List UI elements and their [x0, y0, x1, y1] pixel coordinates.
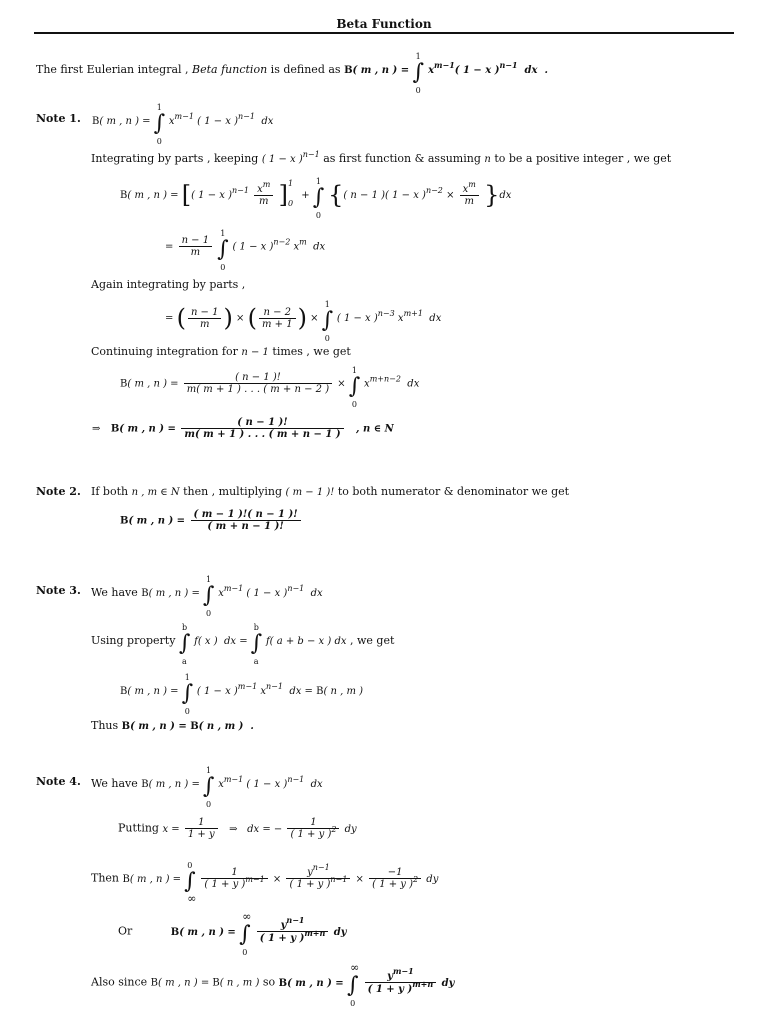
continue-text-a: Continuing integration for	[91, 345, 238, 358]
ibp-line: Integrating by parts , keeping ( 1 − x )$^{n-1}$ as first function & assuming n to be a positive integer , we get	[91, 150, 672, 165]
page-title: Beta Function	[336, 17, 432, 31]
again-text: Again integrating by parts ,	[91, 278, 246, 291]
note-4-label: Note 4.	[36, 775, 81, 788]
ibp-text-a: Integrating by parts , keeping	[91, 152, 259, 165]
intro-formula: B( m , n ) = ∫ 1 0 $x^{m-1}$( 1 − x )$^{n-1}$ dx .	[344, 52, 548, 95]
putting-text: Putting	[118, 821, 159, 835]
continue-line: Continuing integration for n − 1 times , we get	[91, 345, 351, 358]
thus-text: Thus	[91, 719, 119, 732]
note-2-text-b: then , multiplying	[183, 485, 283, 498]
or-line: Or B( m , n ) = ∫ ∞ 0 $\frac{y^{n-1}}{( 1 + y )^{m+n}}$ dy	[118, 909, 347, 957]
putting-line: Putting x = $\frac{1}{1 + y}$ ⇒ dx = − $\frac{1}{( 1 + y )^2}$ dy	[118, 817, 357, 840]
note-2-line: If both n , m ∈ N then , multiplying ( m − 1 )! to both numerator & denominator we get	[91, 485, 570, 498]
ibp-text-b: as first function & assuming	[323, 152, 481, 165]
note-2-label: Note 2.	[36, 485, 81, 498]
title-rule	[34, 32, 734, 34]
ibp-text-c: to be a positive integer , we get	[494, 152, 672, 165]
note-3-equation: B( m , n ) = ∫ 1 0 ( 1 − x )$^{m-1}$ $x^{n-1}$ dx = B( n , m )	[120, 673, 364, 716]
ibp-step-3: = ( $\frac{n - 1}{m}$ ) × ( $\frac{n - 2}{m + 1}$ ) × ∫ 1 0 ( 1 − x )$^{n-3}$ $x^{m+1}$ dx	[165, 300, 442, 343]
note-2-result: B( m , n ) = $\frac{( m - 1 )!( n - 1 )!}{( m + n - 1 )!}$	[120, 510, 303, 532]
note-1-label: Note 1.	[36, 112, 81, 125]
note-4-line: We have B( m , n ) = ∫ 1 0 $x^{m-1}$ ( 1 − x )$^{n-1}$ dx	[91, 766, 323, 809]
note-1-formula: B( m , n ) = ∫ 1 0 $x^{m-1}$ ( 1 − x )$^{n-1}$ dx	[92, 103, 274, 146]
note-3-we-have: We have	[91, 586, 138, 599]
note-2-text-a: If both	[91, 485, 129, 498]
also-since-line: Also since B( m , n ) = B( n , m ) so B( m , n ) = ∫ ∞ 0 $\frac{y^{m-1}}{( 1 + y )^{m+n}}$ dy	[91, 960, 455, 1008]
or-text: Or	[118, 924, 133, 938]
note-4-we-have: We have	[91, 777, 138, 790]
note-3-line: We have B( m , n ) = ∫ 1 0 $x^{m-1}$ ( 1 − x )$^{n-1}$ dx	[91, 575, 323, 618]
continue-text-b: times , we get	[272, 345, 351, 358]
note-1-result: ⇒ B( m , n ) = $\frac{( n - 1 )!}{m( m + 1 ) . . . ( m + n - 1 )}$ , n ∈ N	[92, 417, 394, 440]
note-3-result: Thus B( m , n ) = B( n , m ) .	[91, 719, 254, 732]
intro-text-2: is defined as	[270, 63, 341, 76]
note-2-text-c: to both numerator & denominator we get	[337, 485, 570, 498]
intro-term: Beta function	[192, 63, 268, 76]
intro-text-1: The first Eulerian integral ,	[36, 63, 189, 76]
we-get-text: , we get	[350, 634, 395, 647]
then-text: Then	[91, 871, 120, 885]
continue-equation: B( m , n ) = $\frac{( n - 1 )!}{m( m + 1 ) . . . ( m + n - 2 )}$ × ∫ 1 0 $x^{m+n-2}$ dx	[120, 365, 420, 409]
property-line: Using property ∫ b a f( x ) dx = ∫ b a f( a + b − x ) dx , we get	[91, 623, 395, 666]
then-line: Then B( m , n ) = ∫ 0 ∞ $\frac{1}{( 1 + y )^{m-1}}$ × $\frac{y^{n-1}}{( 1 + y )^{n-1}}$ × $\frac{-1}{( 1 + y )^2}$ dy	[91, 860, 439, 905]
ibp-equation: B( m , n ) = [( 1 − x )$^{n-1}$ $\frac{x^m}{m}$ ]$^1_0$ + ∫ 1 0 {( n − 1 )( 1 − x )$^{n-2}$ × $\frac{x^m}{m}$ }dx	[120, 177, 512, 220]
so-text: so	[262, 975, 276, 989]
ibp-step-2: = $\frac{n - 1}{m}$ ∫ 1 0 ( 1 − x )$^{n-2}$ $x^m$ dx	[165, 228, 326, 272]
using-property-text: Using property	[91, 634, 176, 647]
also-since-text: Also since	[91, 975, 148, 989]
intro-line	[36, 52, 548, 95]
note-3-label: Note 3.	[36, 584, 81, 597]
